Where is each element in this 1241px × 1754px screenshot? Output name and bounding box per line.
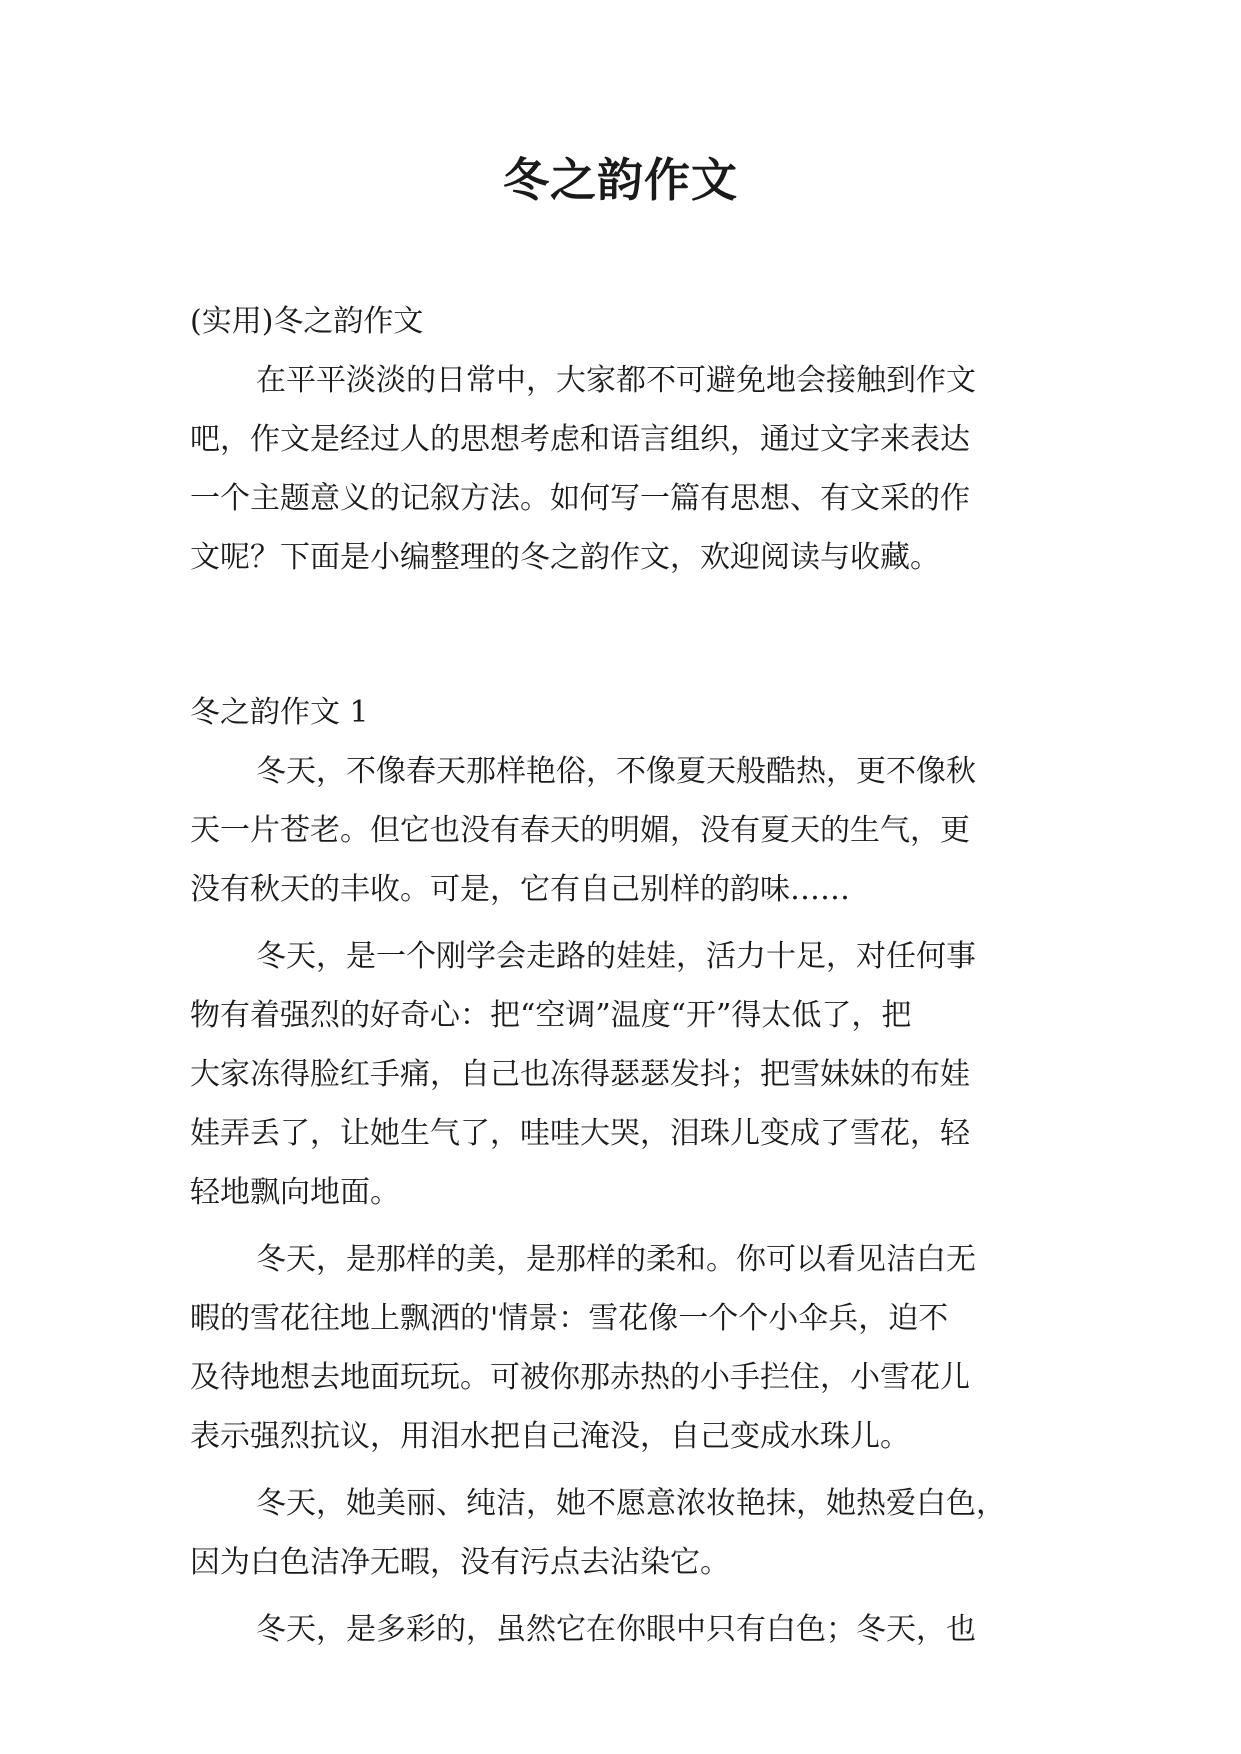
text-line: 暇的雪花往地上飘洒的'情景：雪花像一个个小伞兵，迫不 xyxy=(190,1301,949,1336)
text-line: 冬天，是那样的美，是那样的柔和。你可以看见洁白无 xyxy=(256,1242,976,1277)
text-line: 在平平淡淡的日常中，大家都不可避免地会接触到作文 xyxy=(256,363,976,398)
paragraph-spacer xyxy=(190,919,1052,927)
paragraph-spacer xyxy=(190,1466,1052,1474)
text-line: 冬天，是多彩的，虽然它在你眼中只有白色；冬天，也 xyxy=(256,1612,976,1647)
text-line: 冬天，她美丽、纯洁，她不愿意浓妆艳抹，她热爱白色， xyxy=(256,1486,1006,1521)
text-line: 轻地飘向地面。 xyxy=(190,1175,400,1210)
paragraph xyxy=(190,1230,1052,1466)
document-body xyxy=(190,292,1052,1659)
text-line: 没有秋天的丰收。可是，它有自己别样的韵味…… xyxy=(190,872,850,907)
document-subtitle: (实用)冬之韵作文 xyxy=(190,304,424,339)
text-line: 天一片苍老。但它也没有春天的明媚，没有夏天的生气，更 xyxy=(190,813,970,848)
text-line: 文呢？下面是小编整理的冬之韵作文，欢迎阅读与收藏。 xyxy=(190,540,940,575)
text-line: 冬天，是一个刚学会走路的娃娃，活力十足，对任何事 xyxy=(256,939,976,974)
section-spacer xyxy=(190,587,1052,683)
document-title: 冬之韵作文 xyxy=(503,153,738,207)
text-line: 吧，作文是经过人的思想考虑和语言组织，通过文字来表达 xyxy=(190,422,970,457)
paragraph xyxy=(190,742,1052,919)
paragraph-spacer xyxy=(190,1222,1052,1230)
intro-paragraph xyxy=(190,351,1052,587)
text-line: 大家冻得脸红手痛，自己也冻得瑟瑟发抖；把雪妹妹的布娃 xyxy=(190,1057,970,1092)
text-line: 物有着强烈的好奇心：把“空调”温度“开”得太低了，把 xyxy=(190,998,912,1033)
paragraph xyxy=(190,1474,1052,1592)
text-line: 一个主题意义的记叙方法。如何写一篇有思想、有文采的作 xyxy=(190,481,970,516)
text-line: 表示强烈抗议，用泪水把自己淹没，自己变成水珠儿。 xyxy=(190,1419,910,1454)
text-line: 冬天，不像春天那样艳俗，不像夏天般酷热，更不像秋 xyxy=(256,754,976,789)
text-line: 及待地想去地面玩玩。可被你那赤热的小手拦住，小雪花儿 xyxy=(190,1360,970,1395)
section-heading: 冬之韵作文 1 xyxy=(190,695,369,730)
paragraph xyxy=(190,1600,1052,1659)
text-line: 因为白色洁净无暇，没有污点去沾染它。 xyxy=(190,1545,730,1580)
text-line: 娃弄丢了，让她生气了，哇哇大哭，泪珠儿变成了雪花，轻 xyxy=(190,1116,970,1151)
paragraph xyxy=(190,927,1052,1222)
paragraph-spacer xyxy=(190,1592,1052,1600)
